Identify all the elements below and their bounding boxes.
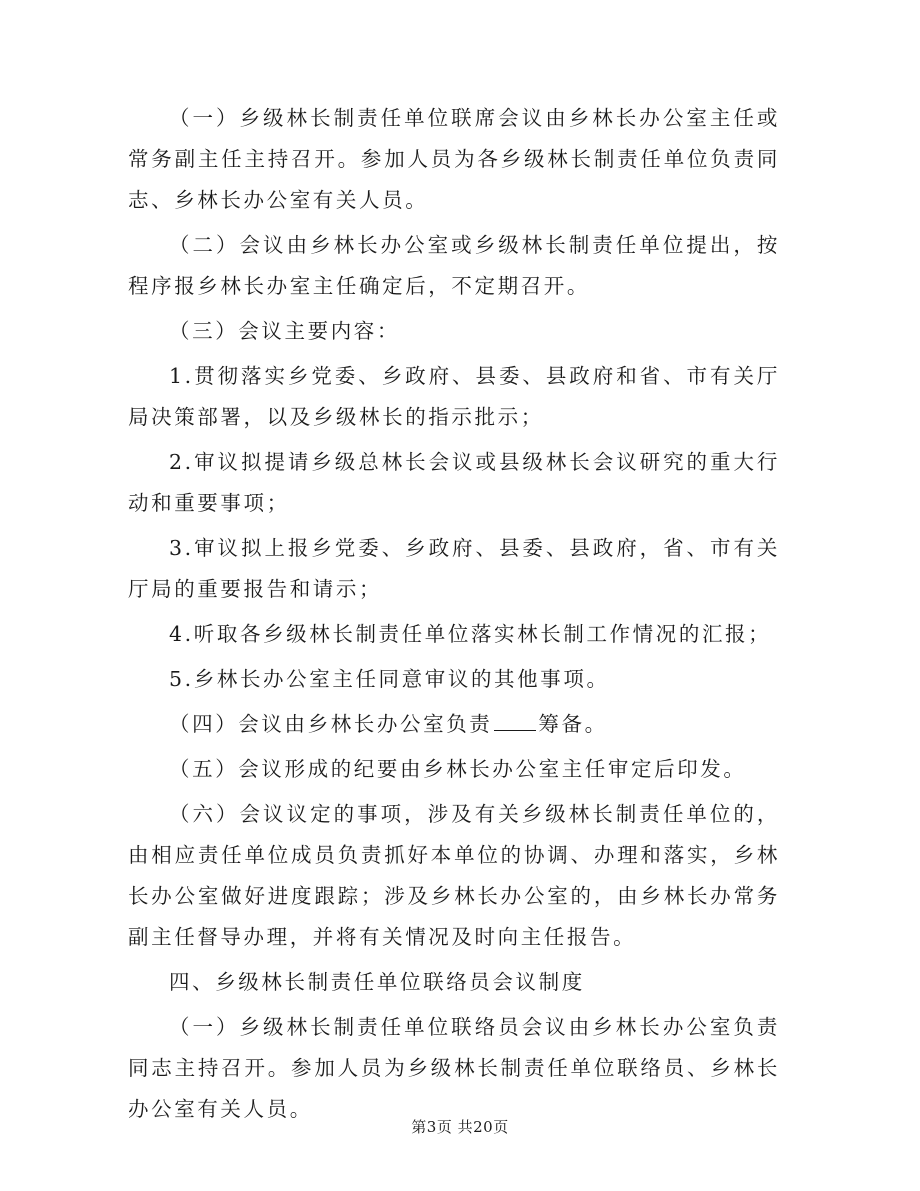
paragraph-11: （六）会议议定的事项，涉及有关乡级林长制责任单位的，由相应责任单位成员负责抓好本单位的协调、办理和落实，乡林长办公室做好进度跟踪；涉及乡林长办公室的，由乡林长办常务副主任督导办理，并将有关情况及时向主任报告。 — [128, 802, 780, 949]
paragraph-9 — [128, 704, 780, 745]
document-body — [128, 98, 780, 1134]
paragraph-9-text-before: （四）会议由乡林长办公室负责 — [169, 712, 493, 736]
paragraph-13: （一）乡级林长制责任单位联络员会议由乡林长办公室负责同志主持召开。参加人员为乡级林长制责任单位联络员、乡林长办公室有关人员。 — [128, 1015, 780, 1121]
paragraph-7: 4.听取各乡级林长制责任单位落实林长制工作情况的汇报； — [169, 622, 772, 646]
paragraph-6: 3.审议拟上报乡党委、乡政府、县委、县政府，省、市有关厅局的重要报告和请示； — [128, 536, 780, 601]
paragraph-10: （五）会议形成的纪要由乡林长办公室主任审定后印发。 — [169, 757, 747, 781]
paragraph-8: 5.乡林长办公室主任同意审议的其他事项。 — [169, 667, 610, 691]
section-heading: 四、乡级林长制责任单位联络员会议制度 — [169, 970, 585, 994]
paragraph-9-text-after: 筹备。 — [538, 712, 608, 736]
paragraph-3: （三）会议主要内容： — [169, 319, 400, 343]
paragraph-2: （二）会议由乡林长办公室或乡级林长制责任单位提出，按程序报乡林长办室主任确定后，不定期召开。 — [128, 233, 780, 298]
fill-in-blank — [494, 708, 536, 731]
paragraph-4: 1.贯彻落实乡党委、乡政府、县委、县政府和省、市有关厅局决策部署，以及乡级林长的指示批示； — [128, 364, 780, 429]
page-number-footer: 第3页 共20页 — [411, 1118, 509, 1136]
paragraph-1: （一）乡级林长制责任单位联席会议由乡林长办公室主任或常务副主任主持召开。参加人员为各乡级林长制责任单位负责同志、乡林长办公室有关人员。 — [128, 106, 780, 212]
paragraph-5: 2.审议拟提请乡级总林长会议或县级林长会议研究的重大行动和重要事项； — [128, 450, 780, 515]
